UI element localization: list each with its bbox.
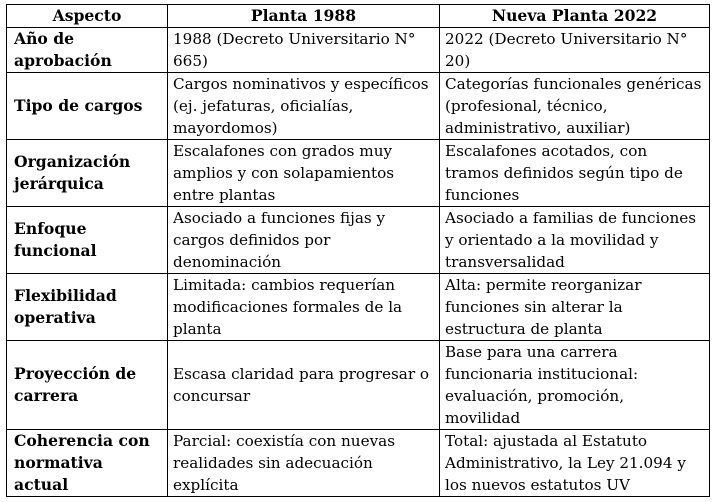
cell-planta-2022: Asociado a familias de funciones y orientado a la movilidad y transversalidad — [440, 207, 710, 274]
row-label: Coherencia con normativa actual — [7, 430, 168, 497]
table-row — [7, 28, 710, 73]
cell-planta-1988: Asociado a funciones fijas y cargos definidos por denominación — [168, 207, 440, 274]
table-row — [7, 430, 710, 497]
cell-planta-2022: Alta: permite reorganizar funciones sin alterar la estructura de planta — [440, 274, 710, 341]
table-row — [7, 341, 710, 430]
header-planta-1988: Planta 1988 — [168, 5, 440, 28]
cell-planta-1988: Limitada: cambios requerían modificaciones formales de la planta — [168, 274, 440, 341]
comparison-table — [6, 4, 710, 497]
row-label: Organización jerárquica — [7, 140, 168, 207]
row-label: Proyección de carrera — [7, 341, 168, 430]
table-row — [7, 274, 710, 341]
cell-planta-2022: 2022 (Decreto Universitario N° 20) — [440, 28, 710, 73]
table-row — [7, 140, 710, 207]
cell-planta-1988: Cargos nominativos y específicos (ej. jefaturas, oficialías, mayordomos) — [168, 73, 440, 140]
table-row — [7, 207, 710, 274]
cell-planta-2022: Escalafones acotados, con tramos definidos según tipo de funciones — [440, 140, 710, 207]
table-header-row — [7, 5, 710, 28]
header-aspecto: Aspecto — [7, 5, 168, 28]
row-label: Año de aprobación — [7, 28, 168, 73]
row-label: Tipo de cargos — [7, 73, 168, 140]
cell-planta-2022: Total: ajustada al Estatuto Administrativo, la Ley 21.094 y los nuevos estatutos UV — [440, 430, 710, 497]
cell-planta-2022: Base para una carrera funcionaria institucional: evaluación, promoción, movilidad — [440, 341, 710, 430]
cell-planta-1988: Escalafones con grados muy amplios y con solapamientos entre plantas — [168, 140, 440, 207]
cell-planta-1988: Parcial: coexistía con nuevas realidades sin adecuación explícita — [168, 430, 440, 497]
table-row — [7, 73, 710, 140]
row-label: Enfoque funcional — [7, 207, 168, 274]
cell-planta-2022: Categorías funcionales genéricas (profesional, técnico, administrativo, auxiliar) — [440, 73, 710, 140]
cell-planta-1988: Escasa claridad para progresar o concursar — [168, 341, 440, 430]
header-planta-2022: Nueva Planta 2022 — [440, 5, 710, 28]
row-label: Flexibilidad operativa — [7, 274, 168, 341]
cell-planta-1988: 1988 (Decreto Universitario N° 665) — [168, 28, 440, 73]
